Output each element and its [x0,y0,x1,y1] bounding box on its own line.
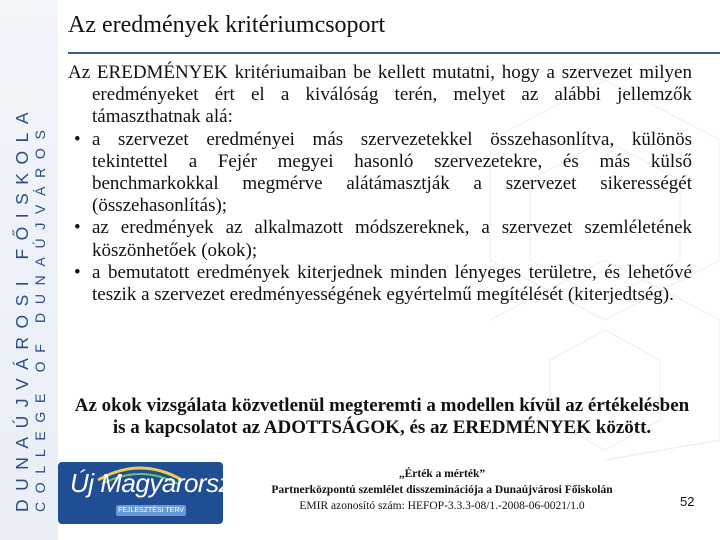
college-name-english: COLLEGE OF DUNAÚJVÁROS [32,121,48,512]
uj-magyarorszag-logo [58,462,260,524]
bullet-text: az eredmények az alkalmazott módszereknek, a szervezet szemléletének köszönhetőek (okok); [92,217,692,261]
bullet-text: a bemutatott eredmények kiterjednek minden lényeges területre, és lehetővé teszik a szervezet eredményességének egyértelmű megítélését (kiterjedtség). [92,261,692,306]
bullet-icon: • [74,217,81,239]
footer [222,466,662,514]
slide-title: Az eredmények kritériumcsoport [68,12,386,38]
bullet-list [68,129,692,307]
slide-body [68,62,692,306]
conclusion-text: Az okok vizsgálata közvetlenül megteremti a modellen kívül az értékelésben is a kapcsolatot az ADOTTSÁGOK, és az EREDMÉNYEK között. [74,395,690,438]
footer-project-title: Partnerközpontú szemlélet disszeminációja a Dunaújvárosi Főiskolán [271,484,613,496]
logo-text: Új Magyarország [70,468,260,498]
footer-motto: „Érték a mérték” [398,468,486,480]
list-item [68,217,692,261]
list-item [68,262,692,306]
page-number: 52 [680,494,695,509]
bullet-icon: • [74,261,81,283]
title-divider [68,52,720,54]
intro-paragraph: Az EREDMÉNYEK kritériumaiban be kellett mutatni, hogy a szervezet milyen eredményeket ért el a kiválóság terén, melyet az alábbi jellemzők támaszthatnak alá: [68,62,692,128]
logo-subtext: FEJLESZTÉSI TERV [116,505,186,516]
bullet-text: a szervezet eredményei más szervezetekkel összehasonlítva, különös tekintettel a Fejér megyei hasonló szervezetekre, és más külső benchmarkokkal megmérve alátámasztják a szervezet sikerességét (összehasonlítás); [92,128,692,217]
bullet-icon: • [74,128,81,150]
footer-project-id: EMIR azonosító szám: HEFOP-3.3.3-08/1.-2008-06-0021/1.0 [299,500,585,512]
list-item [68,129,692,218]
college-name-hungarian: DUNAÚJVÁROSI FŐISKOLA [12,104,32,512]
